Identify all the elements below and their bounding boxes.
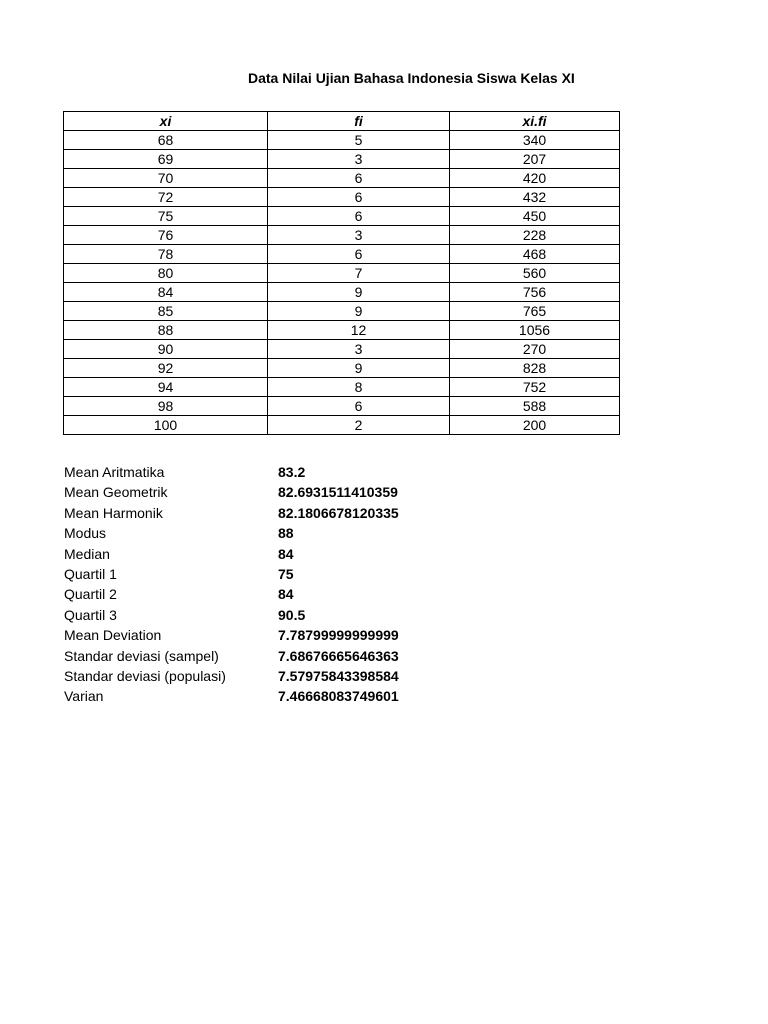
- cell-fi: 9: [268, 302, 450, 321]
- cell-xi-fi: 200: [450, 416, 620, 435]
- stat-value: 90.5: [278, 606, 306, 623]
- stat-label: Standar deviasi (sampel): [64, 647, 219, 664]
- stat-label: Varian: [64, 688, 104, 705]
- cell-fi: 3: [268, 226, 450, 245]
- cell-xi: 75: [64, 207, 268, 226]
- cell-xi: 76: [64, 226, 268, 245]
- stat-value: 84: [278, 545, 294, 562]
- stat-value: 75: [278, 565, 294, 582]
- frequency-table: [63, 111, 620, 435]
- stat-value: 7.57975843398584: [278, 667, 399, 684]
- cell-xi-fi: 450: [450, 207, 620, 226]
- cell-xi: 72: [64, 188, 268, 207]
- cell-fi: 9: [268, 359, 450, 378]
- cell-fi: 3: [268, 150, 450, 169]
- stat-label: Mean Geometrik: [64, 484, 168, 501]
- stat-value: 82.6931511410359: [278, 484, 398, 501]
- stat-label: Median: [64, 545, 110, 562]
- cell-fi: 5: [268, 131, 450, 150]
- cell-xi-fi: 765: [450, 302, 620, 321]
- stat-value: 88: [278, 525, 294, 542]
- cell-fi: 8: [268, 378, 450, 397]
- cell-xi-fi: 340: [450, 131, 620, 150]
- cell-xi-fi: 588: [450, 397, 620, 416]
- stat-label: Quartil 1: [64, 565, 117, 582]
- table-row: [64, 264, 620, 283]
- cell-fi: 7: [268, 264, 450, 283]
- cell-xi-fi: 228: [450, 226, 620, 245]
- cell-xi-fi: 270: [450, 340, 620, 359]
- table-row: [64, 150, 620, 169]
- cell-fi: 12: [268, 321, 450, 340]
- cell-fi: 2: [268, 416, 450, 435]
- cell-xi-fi: 1056: [450, 321, 620, 340]
- cell-xi-fi: 752: [450, 378, 620, 397]
- stat-value: 7.46668083749601: [278, 688, 399, 705]
- stat-label: Quartil 3: [64, 606, 117, 623]
- table-row: [64, 321, 620, 340]
- table-row: [64, 397, 620, 416]
- stat-label: Mean Harmonik: [64, 504, 163, 521]
- table-header-row: [64, 112, 620, 131]
- table-row: [64, 245, 620, 264]
- cell-xi: 100: [64, 416, 268, 435]
- cell-fi: 3: [268, 340, 450, 359]
- cell-xi: 98: [64, 397, 268, 416]
- cell-xi-fi: 207: [450, 150, 620, 169]
- column-header-xi: xi: [64, 112, 268, 131]
- table-row: [64, 302, 620, 321]
- cell-xi: 92: [64, 359, 268, 378]
- stat-label: Modus: [64, 525, 107, 542]
- cell-xi: 88: [64, 321, 268, 340]
- stat-label: Standar deviasi (populasi): [64, 667, 226, 684]
- stat-value: 83.2: [278, 464, 306, 480]
- cell-fi: 6: [268, 245, 450, 264]
- cell-xi-fi: 828: [450, 359, 620, 378]
- cell-fi: 6: [268, 397, 450, 416]
- stat-value: 84: [278, 586, 294, 603]
- cell-fi: 9: [268, 283, 450, 302]
- cell-xi: 69: [64, 150, 268, 169]
- table-row: [64, 226, 620, 245]
- cell-fi: 6: [268, 188, 450, 207]
- cell-fi: 6: [268, 169, 450, 188]
- table-row: [64, 378, 620, 397]
- table-row: [64, 207, 620, 226]
- stat-value: 82.1806678120335: [278, 504, 399, 521]
- table-row: [64, 416, 620, 435]
- table-row: [64, 169, 620, 188]
- stat-label: Mean Deviation: [64, 627, 162, 644]
- cell-xi: 78: [64, 245, 268, 264]
- table-row: [64, 188, 620, 207]
- table-row: [64, 283, 620, 302]
- table-body: [64, 131, 620, 435]
- cell-xi-fi: 560: [450, 264, 620, 283]
- column-header-xi-fi: xi.fi: [450, 112, 620, 131]
- cell-xi: 94: [64, 378, 268, 397]
- cell-xi-fi: 756: [450, 283, 620, 302]
- cell-xi: 80: [64, 264, 268, 283]
- table-row: [64, 359, 620, 378]
- cell-xi-fi: 468: [450, 245, 620, 264]
- cell-xi: 68: [64, 131, 268, 150]
- document-title: Data Nilai Ujian Bahasa Indonesia Siswa Kelas XI: [248, 70, 575, 86]
- stat-label: Mean Aritmatika: [64, 464, 165, 480]
- cell-xi-fi: 432: [450, 188, 620, 207]
- stat-value: 7.68676665646363: [278, 647, 399, 664]
- cell-xi-fi: 420: [450, 169, 620, 188]
- cell-xi: 90: [64, 340, 268, 359]
- table-row: [64, 340, 620, 359]
- cell-xi: 85: [64, 302, 268, 321]
- stat-value: 7.78799999999999: [278, 627, 399, 644]
- cell-fi: 6: [268, 207, 450, 226]
- column-header-fi: fi: [268, 112, 450, 131]
- cell-xi: 84: [64, 283, 268, 302]
- cell-xi: 70: [64, 169, 268, 188]
- stat-label: Quartil 2: [64, 586, 117, 603]
- table-row: [64, 131, 620, 150]
